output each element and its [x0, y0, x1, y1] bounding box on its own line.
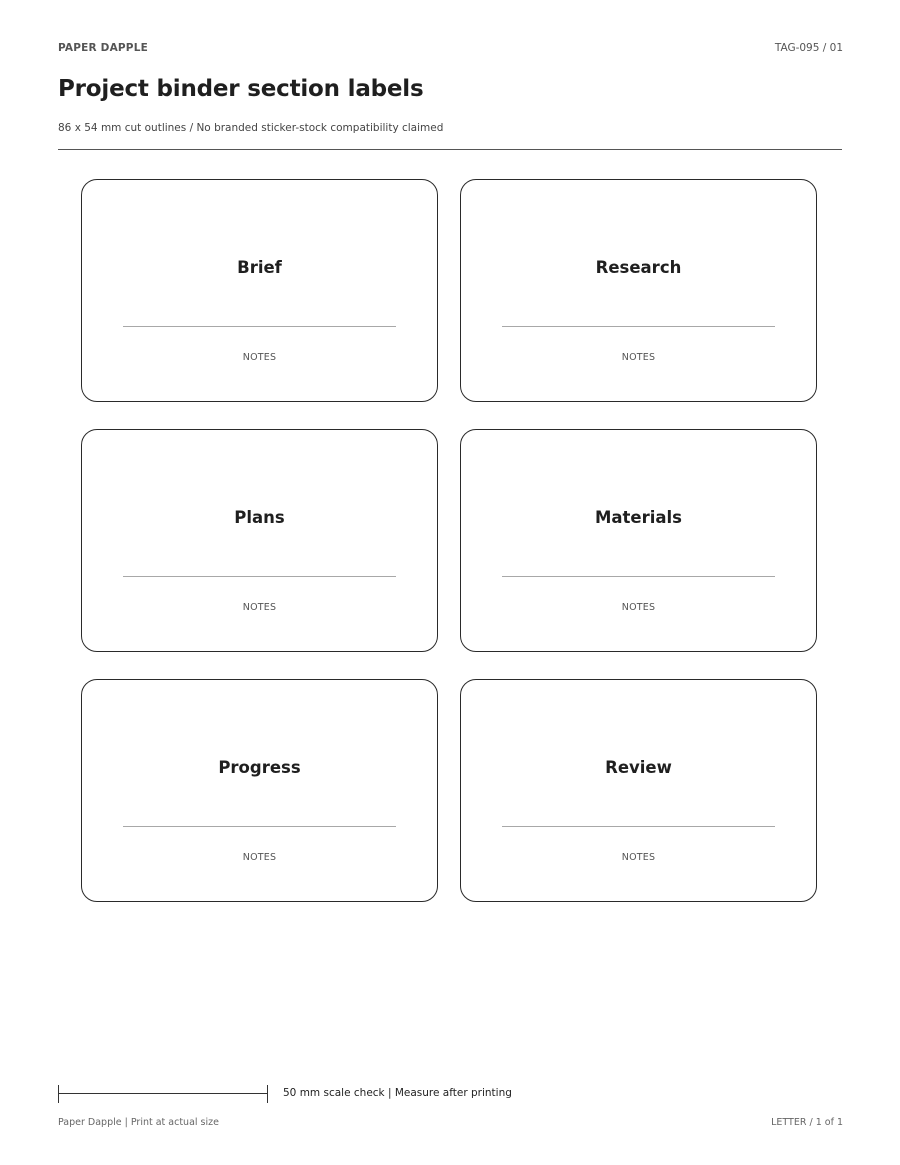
label-card-plans [81, 429, 438, 652]
scale-bar [58, 1085, 268, 1103]
scale-caption: 50 mm scale check | Measure after printing [283, 1087, 512, 1099]
label-title: Brief [237, 258, 282, 277]
page-indicator: LETTER / 1 of 1 [771, 1117, 843, 1128]
label-notes-caption: NOTES [621, 602, 656, 613]
sheet-code: TAG-095 / 01 [774, 42, 843, 54]
page-title: Project binder section labels [58, 76, 424, 102]
label-write-line [502, 326, 775, 327]
label-write-line [123, 826, 396, 827]
label-notes-caption: NOTES [621, 852, 656, 863]
label-title: Progress [218, 758, 301, 777]
brand-name: PAPER DAPPLE [58, 42, 148, 54]
label-write-line [123, 576, 396, 577]
label-title: Plans [234, 508, 285, 527]
scale-tick-left [58, 1085, 59, 1103]
header-divider [58, 149, 842, 150]
scale-tick-right [267, 1085, 268, 1103]
label-card-review [460, 679, 817, 902]
footer-note: Paper Dapple | Print at actual size [58, 1117, 219, 1128]
scale-line [58, 1093, 268, 1094]
label-write-line [502, 826, 775, 827]
label-notes-caption: NOTES [242, 602, 277, 613]
label-title: Review [605, 758, 672, 777]
label-notes-caption: NOTES [621, 352, 656, 363]
label-notes-caption: NOTES [242, 352, 277, 363]
label-card-materials [460, 429, 817, 652]
label-notes-caption: NOTES [242, 852, 277, 863]
label-title: Research [595, 258, 682, 277]
label-title: Materials [594, 508, 683, 527]
page-subtitle: 86 x 54 mm cut outlines / No branded sticker-stock compatibility claimed [58, 122, 444, 134]
label-card-research [460, 179, 817, 402]
top-bar [58, 42, 843, 58]
label-write-line [502, 576, 775, 577]
label-card-progress [81, 679, 438, 902]
label-write-line [123, 326, 396, 327]
label-card-brief [81, 179, 438, 402]
